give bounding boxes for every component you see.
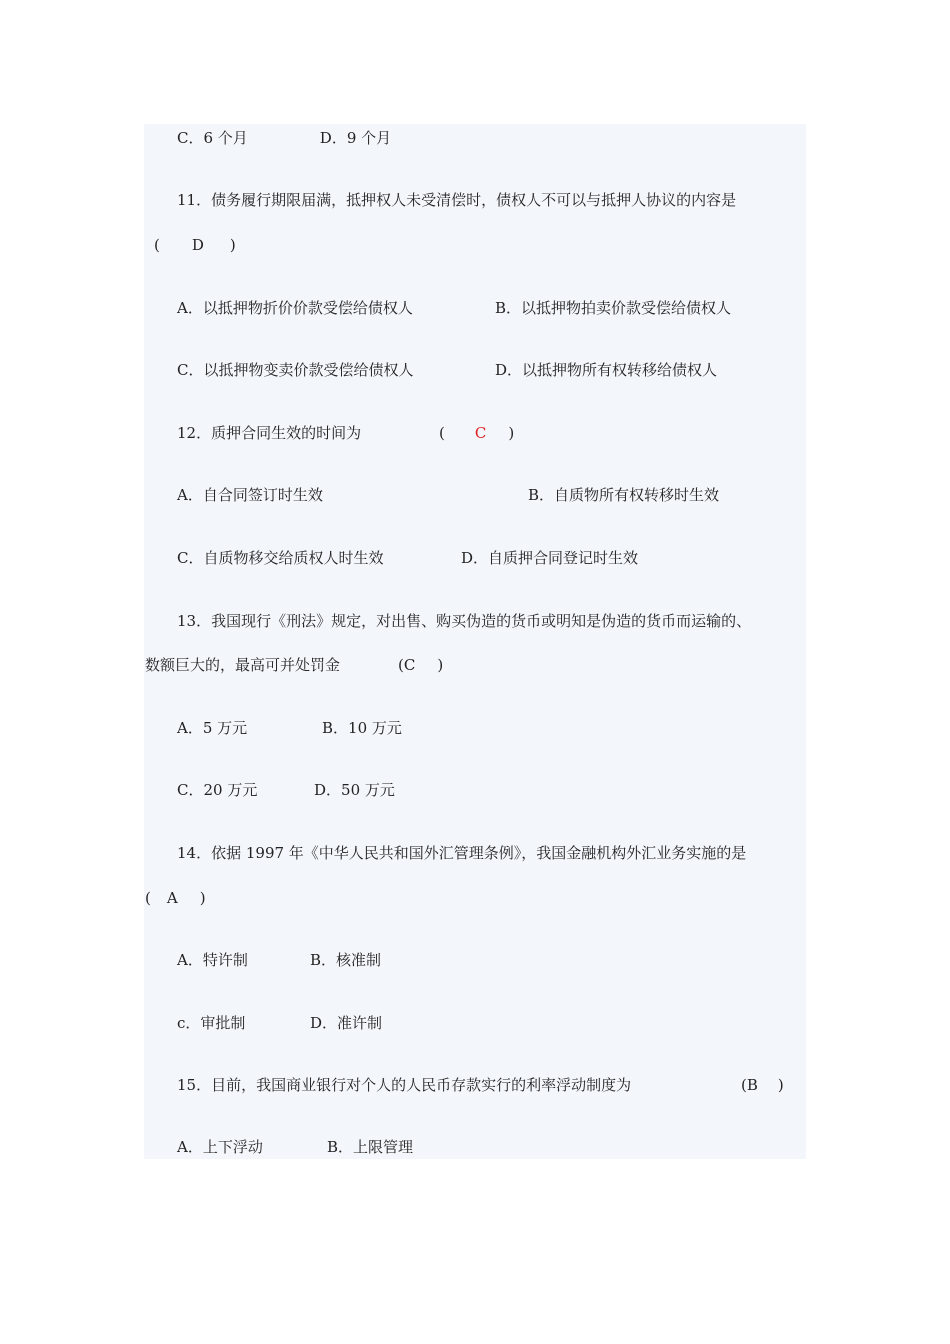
option-row [495,298,731,318]
option-row [322,718,402,738]
q12-option-d: D．自质押合同登记时生效 [461,549,639,567]
option-row [177,950,248,970]
q13-answer: (C [398,656,416,674]
q15-stem: 15．目前，我国商业银行对个人的人民币存款实行的利率浮动制度为 [177,1076,632,1094]
q11-option-c: C．以抵押物变卖价款受偿给债权人 [177,361,414,379]
option-row [528,485,719,505]
answer-bracket: ( C ) [439,424,515,442]
q12-answer: C [474,424,487,442]
option-row [310,950,381,970]
option-row [177,485,323,505]
content-panel [144,124,806,1159]
option-row [177,1013,245,1033]
q15-answer: (B [741,1076,758,1094]
q11-stem: 11．债务履行期限届满，抵押权人未受清偿时，债权人不可以与抵押人协议的内容是 [177,191,737,209]
q11-option-b: B．以抵押物拍卖价款受偿给债权人 [495,299,732,317]
q12-option-a: A．自合同签订时生效 [177,486,323,504]
answer-bracket: ( A ) [145,889,206,907]
q14-stem: 14．依据 1997 年《中华人民共和国外汇管理条例》，我国金融机构外汇业务实施的是 [177,844,747,862]
option-row [177,1137,263,1157]
option-row [177,128,391,148]
q14-option-c: c．审批制 [177,1014,246,1032]
q13-option-a: A．5 万元 [177,719,248,737]
question-stem [177,843,746,863]
q10-option-d: D．9 个月 [319,129,392,147]
option-row [177,360,413,380]
option-row [310,1013,382,1033]
q13-stem-2: 数额巨大的，最高可并处罚金 [145,656,341,674]
option-row [177,298,413,318]
q14-option-b: B．核准制 [310,951,382,969]
option-row [461,548,638,568]
answer-bracket: ( D ) [154,236,236,254]
q11-answer: D [191,236,204,254]
q11-option-a: A．以抵押物折价价款受偿给债权人 [177,299,413,317]
q13-option-c: C．20 万元 [177,781,258,799]
q14-answer: A [166,889,178,907]
q13-stem: 13．我国现行《刑法》规定，对出售、购买伪造的货币或明知是伪造的货币而运输的、 [177,612,752,630]
option-row [177,548,383,568]
question-stem [177,423,361,443]
q14-option-a: A．特许制 [177,951,248,969]
q13-option-d: D．50 万元 [314,781,395,799]
question-stem [177,190,736,210]
question-stem [177,611,751,631]
q12-option-c: C．自质物移交给质权人时生效 [177,549,384,567]
q10-option-c: C．6 个月 [177,129,248,147]
q15-option-a: A．上下浮动 [177,1138,263,1156]
answer-bracket: (B ) [741,1076,784,1094]
q14-option-d: D．准许制 [310,1014,383,1032]
option-row [177,718,247,738]
q15-option-b: B．上限管理 [327,1138,414,1156]
q13-option-b: B．10 万元 [322,719,402,737]
option-row [314,780,395,800]
q12-stem: 12．质押合同生效的时间为 [177,424,362,442]
question-stem [177,1075,631,1095]
option-row [177,780,257,800]
question-stem-continued: 数额巨大的，最高可并处罚金 (C ) [145,656,444,674]
q12-option-b: B．自质物所有权转移时生效 [528,486,720,504]
option-row [327,1137,413,1157]
q11-option-d: D．以抵押物所有权转移给债权人 [495,361,718,379]
option-row [495,360,717,380]
